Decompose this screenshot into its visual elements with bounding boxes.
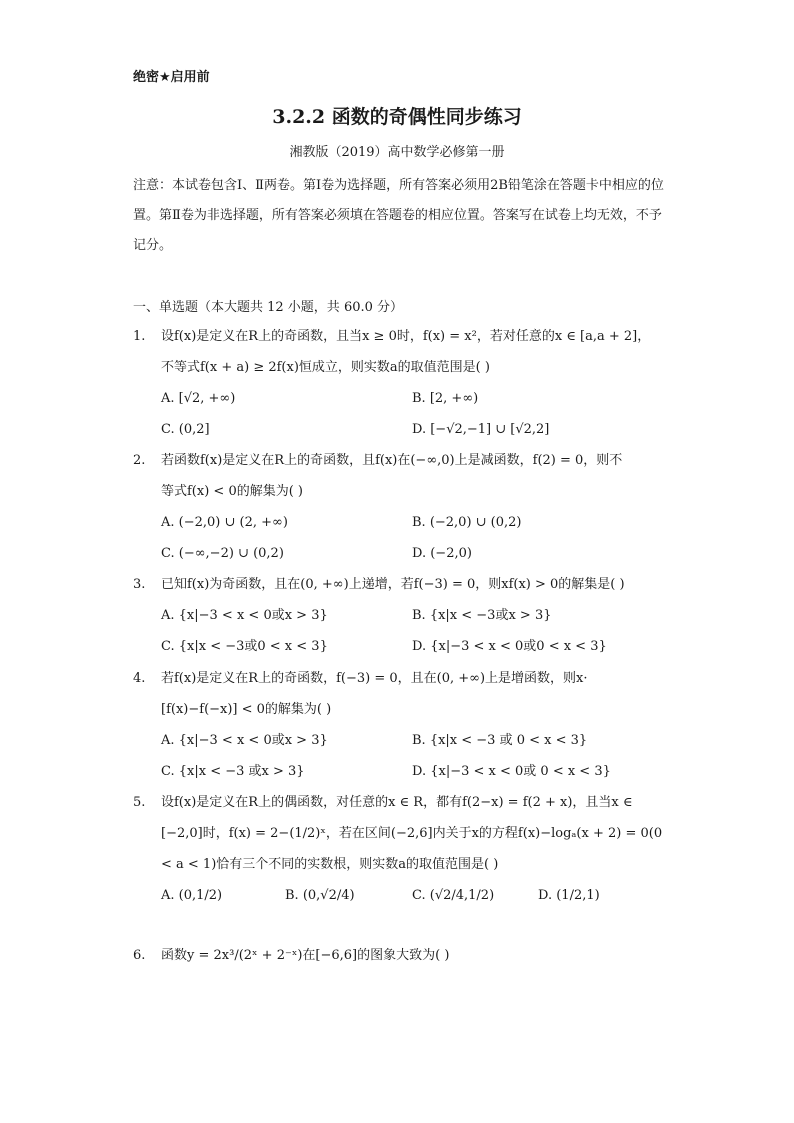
option-d[interactable]: D. [−√2,−1] ∪ [√2,2] — [412, 422, 550, 437]
section-title: 一、单选题（本大题共 12 小题，共 60.0 分） — [133, 300, 404, 315]
question-6 — [133, 946, 673, 977]
question-text: [−2,0]时，f(x) = 2−(1/2)ˣ，若在区间(−2,6]内关于x的方程f(x)−logₐ(x + 2) = 0(0 — [161, 826, 663, 841]
question-number: 2. — [133, 453, 146, 468]
secret-label: 绝密★启用前 — [133, 70, 210, 85]
section-heading — [133, 296, 403, 315]
question-text: 若f(x)是定义在R上的奇函数，f(−3) = 0，且在(0, +∞)上是增函数，则x· — [161, 671, 588, 686]
question-number: 4. — [133, 671, 146, 686]
option-c[interactable]: C. (√2/4,1/2) — [412, 888, 495, 903]
page-subtitle: 湘教版（2019）高中数学必修第一册 — [289, 145, 505, 160]
question-3 — [133, 575, 673, 668]
option-b[interactable]: B. {x|x < −3 或 0 < x < 3} — [412, 733, 588, 748]
option-a[interactable]: A. (0,1/2) — [161, 888, 223, 903]
question-number: 5. — [133, 795, 146, 810]
question-number: 6. — [133, 948, 146, 963]
page-title: 3.2.2 函数的奇偶性同步练习 — [272, 106, 522, 128]
option-c[interactable]: C. {x|x < −3 或x > 3} — [161, 764, 305, 779]
option-a[interactable]: A. (−2,0) ∪ (2, +∞) — [161, 515, 288, 530]
option-a[interactable]: A. {x|−3 < x < 0或x > 3} — [161, 608, 328, 623]
question-number: 1. — [133, 329, 146, 344]
option-c[interactable]: C. (0,2] — [161, 422, 210, 437]
question-2 — [133, 451, 673, 575]
exam-notice: 注意：本试卷包含Ⅰ、Ⅱ两卷。第Ⅰ卷为选择题，所有答案必须用2B铅笔涂在答题卡中相应的位置。第Ⅱ卷为非选择题，所有答案必须填在答题卷的相应位置。答案写在试卷上均无效，不予记分。 — [133, 178, 664, 253]
question-text: 设f(x)是定义在R上的偶函数，对任意的x ∈ R，都有f(2−x) = f(2 + x)，且当x ∈ — [161, 795, 633, 810]
question-text: 函数y = 2x³/(2ˣ + 2⁻ˣ)在[−6,6]的图象大致为( ) — [161, 948, 450, 963]
question-5 — [133, 793, 673, 917]
option-b[interactable]: B. (0,√2/4) — [285, 888, 355, 903]
question-text: 等式f(x) < 0的解集为( ) — [161, 484, 303, 499]
option-c[interactable]: C. (−∞,−2) ∪ (0,2) — [161, 546, 284, 561]
option-d[interactable]: D. {x|−3 < x < 0或 0 < x < 3} — [412, 764, 611, 779]
question-1 — [133, 327, 673, 451]
option-d[interactable]: D. (1/2,1) — [538, 888, 600, 903]
option-c[interactable]: C. {x|x < −3或0 < x < 3} — [161, 639, 328, 654]
question-text: 不等式f(x + a) ≥ 2f(x)恒成立，则实数a的取值范围是( ) — [161, 360, 490, 375]
question-text: 设f(x)是定义在R上的奇函数，且当x ≥ 0时，f(x) = x²，若对任意的x ∈ [a,a + 2]， — [161, 329, 651, 344]
option-b[interactable]: B. [2, +∞) — [412, 391, 479, 406]
option-b[interactable]: B. {x|x < −3或x > 3} — [412, 608, 552, 623]
question-4 — [133, 669, 673, 793]
option-d[interactable]: D. (−2,0) — [412, 546, 472, 561]
question-number: 3. — [133, 577, 146, 592]
question-text: 若函数f(x)是定义在R上的奇函数，且f(x)在(−∞,0)上是减函数，f(2) = 0，则不 — [161, 453, 623, 468]
option-a[interactable]: A. {x|−3 < x < 0或x > 3} — [161, 733, 328, 748]
option-b[interactable]: B. (−2,0) ∪ (0,2) — [412, 515, 522, 530]
question-text: 已知f(x)为奇函数，且在(0, +∞)上递增，若f(−3) = 0，则xf(x) > 0的解集是( ) — [161, 577, 625, 592]
question-text: < a < 1)恰有三个不同的实数根，则实数a的取值范围是( ) — [161, 857, 499, 872]
question-text: [f(x)−f(−x)] < 0的解集为( ) — [161, 702, 332, 717]
option-a[interactable]: A. [√2, +∞) — [161, 391, 236, 406]
option-d[interactable]: D. {x|−3 < x < 0或0 < x < 3} — [412, 639, 607, 654]
